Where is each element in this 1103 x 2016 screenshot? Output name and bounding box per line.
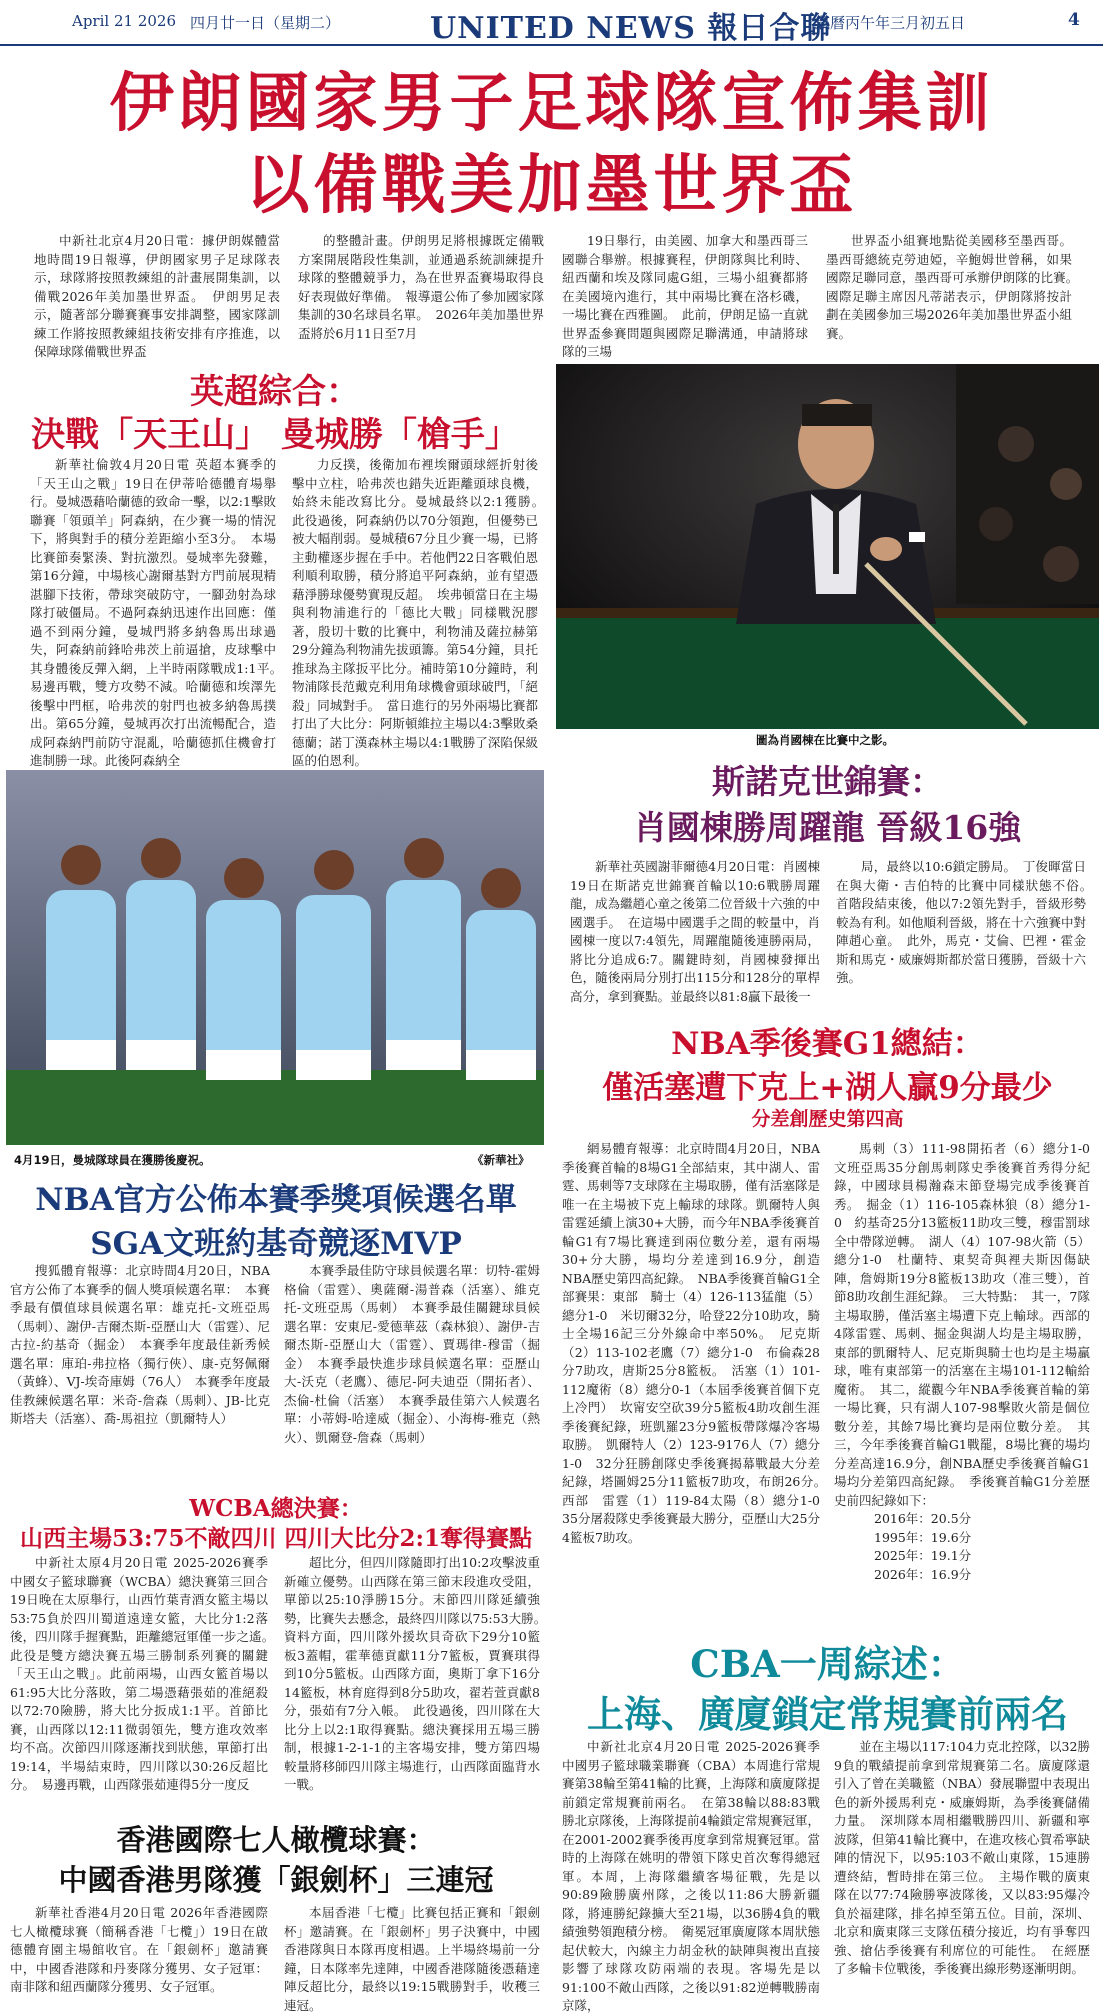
nba-playoffs-title-line1: NBA季後賽G1總結：	[671, 1026, 984, 1062]
hk7s-title-line1: 香港國際七人橄欖球賽：	[116, 1823, 436, 1857]
main-headline-line1: 伊朗國家男子足球隊宣佈集訓	[109, 66, 994, 141]
masthead-lunar-right: 農曆丙午年三月初五日	[815, 14, 966, 32]
cba-article-col1: 中新社北京4月20日電 2025-2026賽季中國男子籃球職業聯賽（CBA）本周進行常規賽第38輪至第41輪的比賽，上海隊和廣廈隊提前鎖定常規賽前兩名。 在第38輪以88:83戰勝北京隊後，上海隊提前4輪鎖定常規賽冠軍，在2001-2002賽季後再度拿到常規賽冠軍。當時的上海隊在姚明的帶領下隊史首次奪得總冠軍。本周，上海隊繼續客場征戰，先是以90:89險勝廣州隊，之後以11:86大勝新疆隊，將連勝紀錄擴大至21場，以36勝4負的戰績強勢領跑積分榜。 衛冕冠軍廣廈隊本周狀態起伏較大，內線主力胡金秋的缺陣與複出直接影響了球隊攻防兩端的表現。客場先是以91:100不敵山西隊，之後以91:82逆轉戰勝南京隊，	[562, 1739, 820, 2013]
nba-awards-col1: 搜狐體育報導：北京時間4月20日，NBA官方公佈了本賽季的個人獎項候選名單： 本賽季最有價值球員候選名單：雄克托-文班亞馬（馬刺）、謝伊-吉爾杰斯-亞歷山大（雷霆）、尼古拉-約基奇（掘金） 本賽季年度最佳新秀候選名單：庫珀-弗拉格（獨行俠）、康-克努佩爾（黃蜂）、VJ-埃奇庫姆（76人） 本賽季年度最佳教練候選名單：米奇-詹森（馬刺）、JB-比克斯塔夫（活塞）、喬-馬祖拉（凱爾特人）	[10, 1263, 270, 1426]
iran-article-col3: 19日舉行，由美國、加拿大和墨西哥三國聯合舉辦。根據賽程，伊朗隊與比利時、紐西蘭和埃及隊同處G組，三場小組賽都將在美國境內進行，其中兩場比賽在洛杉磯，一場比賽在西雅圖。 此前，伊朗足協一直就世界盃參賽問題與國際足聯溝通，申請將球隊的三場	[562, 233, 808, 359]
hk7s-article-col1: 新華社香港4月20日電 2026年香港國際七人橄欖球賽（簡稱香港「七欖」）19日在啟德體育園主場館收官。在「銀劍杯」邀請賽中，中國香港隊和丹麥隊分獲男、女子冠軍：南非隊和紐西蘭隊分獲男、女子冠軍。	[10, 1905, 268, 1994]
snooker-title-line1: 斯諾克世錦賽：	[712, 762, 943, 801]
hk7s-article-col2: 本屆香港「七欖」比賽包括正賽和「銀劍杯」邀請賽。在「銀劍杯」男子決賽中，中國香港隊與日本隊再度相遇。上半場終場前一分鐘，日本隊率先達陣，中國香港隊隨後憑藉達陣反超比分，最終以19:15戰勝對手，收穫三連冠。	[284, 1905, 540, 2013]
nba-playoffs-title-line2: 僅活塞遭下克上+湖人贏9分最少	[602, 1070, 1053, 1106]
cba-title-line1: CBA一周綜述：	[690, 1642, 965, 1686]
nba-awards-title-line2: SGA文班約基奇競逐MVP	[90, 1226, 462, 1262]
nba-playoffs-subtitle: 分差創歷史第四高	[751, 1108, 904, 1130]
iran-article-col2: 的整體計畫。伊朗男足將根據既定備戰方案開展階段性集訓，並通過系統訓練提升球隊的整體競爭力，為在世界盃賽場取得良好表現做好準備。 報導還公佈了參加國家隊集訓的30名球員名單。 2026年美加墨世界盃將於6月11日至7月	[298, 233, 544, 341]
epl-article-col1: 新華社倫敦4月20日電 英超本賽季的「天王山之戰」19日在伊蒂哈德體育場舉行。曼城憑藉哈蘭德的致命一擊，以2:1擊敗聯賽「領頭羊」阿森納，在少賽一場的情況下，將與對手的積分差距縮小至3分。 本場比賽節奏緊湊、對抗激烈。曼城率先發難，第16分鐘，中場核心謝爾基對方門前展現精湛腳下技術，帶球突破防守，一腳劲射為球隊打破僵局。不過阿森納迅速作出回應：僅過不到兩分鐘，曼城門將多納魯馬出球過失，阿森納前鋒哈弗茨上前逼搶，皮球擊中其身體後反彈入網，上半時兩隊戰成1:1平。 易邊再戰，雙方攻勢不減。哈蘭德和埃澤先後擊中門框，哈弗茨的射門也被多納魯馬撲出。第65分鐘，曼城再次打出流暢配合，造成阿森納門前防守混亂，哈蘭德抓住機會打進制勝一球。此後阿森納全	[30, 457, 289, 768]
wcba-article-col1: 中新社太原4月20日電 2025-2026賽季中國女子籃球聯賽（WCBA）總決賽第三回合19日晚在太原舉行，山西竹葉青酒女籃主場以53:75負於四川蜀道遠達女籃，大比分1:2落後，四川隊手握賽點，距離總冠軍僅一步之遙。 此役是雙方總決賽五場三勝制系列賽的關鍵「天王山之戰」。此前兩場，山西女籃首場以61:95大比分落敗，第二場憑藉張茹的准絕殺以72:70險勝，將大比分扳成1:1平。首節比賽，山西隊以12:11微弱領先，雙方進攻效率均不高。次節四川隊逐漸找到狀態，單節打出19:14，半場結束時，四川隊以30:26反超比分。 易邊再戰，山西隊張茹連得5分一度反	[10, 1555, 281, 1792]
nba-playoffs-col2: 馬刺（3）111-98開拓者（6）總分1-0 文班亞馬35分創馬刺隊史季後賽首秀得分紀錄，中國球員楊瀚森末節登場完成季後賽首秀。 掘金（1）116-105森林狼（8）總分1-0 約基奇25分13籃板11助攻三雙，穆雷罰球全中帶隊逆轉。 湖人（4）107-98火箭（5）總分1-0 杜蘭特、東契奇與裡夫斯因傷缺陣，詹姆斯19分8籃板13助攻（准三雙），首節8助攻創生涯紀錄。 三大特點： 其一，7隊主場取勝，僅活塞主場遭下克上輸球。西部的4隊雷霆、馬刺、掘金與湖人均是主場取勝，東部的凱爾特人、尼克斯與騎士也均是主場贏球，唯有東部第一的活塞在主場101-112輸給魔術。 其二，縱觀今年NBA季後賽首輪的第一場比賽，只有湖人107-98擊敗火箭是個位數分差，其餘7場比賽均是兩位數分差。 其三，今年季後賽首輪G1戰罷，8場比賽的場均分差高達16.9分，創NBA歷史季後賽首輪G1場均分差第四高紀錄。 季後賽首輪G1分差歷史前四紀錄如下： 2016年：20.5分 1995年：19.6分 2025年：19.1分 2026年：16.9分	[834, 1140, 1090, 1616]
page-number: 4	[1068, 10, 1080, 30]
nba-awards-col2: 本賽季最佳防守球員候選名單：切特-霍姆格倫（雷霆）、奧薩爾-湯普森（活塞）、維克托-文班亞馬（馬刺） 本賽季最佳關鍵球員候選名單：安東尼-愛德華茲（森林狼）、謝伊-吉爾杰斯-亞歷山大（雷霆）、賈瑪律-穆雷（掘金） 本賽季最快進步球員候選名單：亞歷山大-沃克（老鷹）、德尼-阿夫迪亞（開拓者）、杰倫-杜倫（活塞） 本賽季最佳第六人候選名單：小蒂姆-哈達威（掘金）、小海梅-雅克（熱火）、凱爾登-詹森（馬刺）	[284, 1263, 540, 1445]
iran-article-col4: 世界盃小組賽地點從美國移至墨西哥。墨西哥總統克勞迪婭，辛鮑姆世曾稱，如果國際足聯同意，墨西哥可承辦伊朗隊的比賽。 國際足聯主席因凡蒂諾表示，伊朗隊將按計劃在美國參加三場2026年美加墨世界盃小組賽。	[826, 233, 1085, 341]
stat-row: 2026年：16.9分	[874, 1566, 972, 1582]
masthead-title: UNITED NEWS 報日合聯	[430, 11, 832, 46]
masthead-date: April 21 2026	[72, 12, 176, 30]
snooker-photo	[556, 364, 1099, 729]
snooker-title-line2: 肖國棟勝周躍龍 晉級16強	[633, 808, 1022, 847]
stat-row: 2025年：19.1分	[874, 1548, 972, 1563]
stat-row: 2016年：20.5分	[874, 1511, 972, 1526]
cba-article-col2: 並在主場以117:104力克北控隊，以32勝9負的戰績提前拿到常規賽第二名。廣廈隊還引入了曾在美職籃（NBA）發展聯盟中表現出色的新外援馬利克・威廉姆斯，為季後賽儲備力量。 深圳隊本周相繼戰勝四川、新疆和寧波隊，但第41輪比賽中，在進攻核心賀希寧缺陣的情況下，以95:103不敵山東隊，15連勝遭終結，暫時排在第三位。 主場作戰的廣東隊在以77:74險勝寧波隊後，又以83:95爆冷負於福建隊，排名掉至第五位。目前，深圳、北京和廣東隊三支隊伍積分接近，均有爭奪四強、搶佔季後賽有利席位的可能性。 在經歷了多輪卡位戰後，季後賽出線形勢逐漸明朗。	[834, 1739, 1090, 1976]
epl-article-col2: 力反撲，後衛加布裡埃爾頭球經折射後擊中立柱，哈弗茨也錯失近距離頭球良機，始終未能改寫比分。曼城最終以2:1獲勝。 此役過後，阿森納仍以70分領跑，但優勢已被大幅削弱。曼城積67分且少賽一場，已將主動權逐步握在手中。若他們22日客戰伯恩利順利取勝，積分將追平阿森納，並有望憑藉淨勝球優勢實現反超。 埃弗頓當日在主場與利物浦進行的「德比大戰」同樣戰況膠著，殷切十數的比賽中，利物浦及薩拉赫第29分鐘為利物浦先拔頭籌。第54分鐘，貝托推球為主隊扳平比分。補時第10分鐘時，利物浦隊長范戴克利用角球機會頭球破門，「絕殺」同城對手。 當日進行的另外兩場比賽都打出了大比分：阿斯頓維拉主場以4:3擊敗桑德蘭；諾丁漢森林主場以4:1戰勝了深陷保級區的伯恩利。	[292, 457, 551, 768]
masthead-lunar-date: 四月廿一日（星期二）	[190, 14, 341, 32]
wcba-article-col2: 超比分，但四川隊隨即打出10:2攻擊波重新確立優勢。山西隊在第三節末段進攻受阻，單節以25:10淨勝15分。末節四川隊延續強勢，比賽失去懸念，最終四川隊以75:53大勝。 資料方面，四川隊外援坎貝奇砍下29分10籃板3蓋帽，霍華德貢獻11分7籃板，賈賽琪得到10分5籃板。山西隊方面，奧斯丁拿下16分14籃板，林育庭得到8分5助攻，翟若萱貢獻8分，張茹有7分入帳。 此役過後，四川隊在大比分上以2:1取得賽點。總決賽採用五場三勝制，根據1-2-1-1的主客場安排，雙方第四場較量將移師四川隊主場進行，山西隊面臨背水一戰。	[284, 1555, 553, 1792]
snooker-article-col1: 新華社英國謝菲爾德4月20日電：肖國棟19日在斯諾克世錦賽首輪以10:6戰勝周躍龍，成為繼趙心童之後第二位晉級十六強的中國選手。 在這場中國選手之間的較量中，肖國棟一度以7:4領先，周躍龍隨後連勝兩局，將比分追成6:7。關鍵時刻，肖國棟發揮出色，隨後兩局分別打出115分和128分的單桿高分，拿到賽點。並最終以81:8贏下最後一	[570, 859, 821, 1004]
iran-article-col1: 中新社北京4月20日電：據伊朗媒體當地時間19日報導，伊朗國家男子足球隊表示，球隊將按照教練組的計畫展開集訓，以備戰2026年美加墨世界盃。 伊朗男足表示，隨著部分聯賽賽事安排調整，國家隊訓練工作將按照教練組技術安排有序推進，以保障球隊備戰世界盃	[34, 233, 280, 359]
main-headline-line2: 以備戰美加墨世界盃	[245, 148, 858, 223]
stat-row: 1995年：19.6分	[874, 1529, 972, 1545]
nba-playoffs-col1: 網易體育報導：北京時間4月20日，NBA季後賽首輪的8場G1全部結束，其中湖人、雷霆、馬刺等7支球隊在主場取勝，僅有活塞隊是唯一在主場被下克上輸球的球隊。凱爾特人與雷霆延續上演30+大勝，而今年NBA季後賽首輪G1有7場比賽達到兩位數分差，還有兩場30+分大勝，場均分差達到16.9分，創造NBA歷史第四高紀錄。 NBA季後賽首輪G1全部賽果：東部 騎士（4）126-113猛龍（5）總分1-0 米切爾32分，哈登22分10助攻，騎士全場16記三分外線命中率50%。 尼克斯（2）113-102老鷹（7）總分1-0 布倫森28分7助攻，唐斯25分8籃板。 活塞（1）101-112魔術（8）總分0-1（本屆季後賽首個下克上冷門） 坎甯安空砍39分5籃板4助攻創生涯季後賽紀錄，班凱羅23分9籃板帶隊爆冷客場取勝。 凱爾特人（2）123-9176人（7）總分1-0 32分狂勝創隊史季後賽揭幕戰最大分差紀錄，塔圖姆25分11籃板7助攻，布朗26分。 西部 雷霆（1）119-84太陽（8）總分1-0 35分屠殺隊史季後賽最大勝分，亞歷山大25分4籃板7助攻。	[562, 1141, 833, 1545]
snooker-article-col2: 局，最終以10:6鎖定勝局。 丁俊暉當日在與大衛・吉伯特的比賽中同樣狀態不俗。 首階段結束後，他以7:2領先對手，晉級形勢較為有利。如他順利晉級，將在十六強賽中對陣趙心童。 此外，馬克・艾倫、巴裡・霍金斯和馬克・威廉姆斯都於當日獲勝，晉級十六強。	[836, 859, 1099, 985]
epl-title-line1: 英超綜合：	[190, 372, 360, 412]
wcba-title-line2: 山西主場53:75不敵四川 四川大比分2:1奪得賽點	[19, 1525, 532, 1552]
mancity-photo	[6, 770, 544, 1145]
mancity-photo-caption: 4月19日，曼城隊球員在獲勝後慶祝。	[14, 1153, 211, 1167]
cba-title-line2: 上海、廣廈鎖定常規賽前兩名	[587, 1692, 1068, 1736]
mancity-photo-credit: 《新華社》	[472, 1153, 530, 1167]
nba-awards-title-line1: NBA官方公佈本賽季獎項候選名單	[35, 1182, 517, 1218]
masthead	[0, 0, 1103, 46]
epl-title-line2: 決戰「天王山」 曼城勝「槍手」	[31, 415, 519, 455]
hk7s-title-line2: 中國香港男隊獲「銀劍杯」三連冠	[58, 1863, 494, 1897]
snooker-photo-caption: 圖為肖國棟在比賽中之影。	[756, 733, 894, 747]
wcba-title-line1: WCBA總決賽：	[189, 1495, 363, 1522]
